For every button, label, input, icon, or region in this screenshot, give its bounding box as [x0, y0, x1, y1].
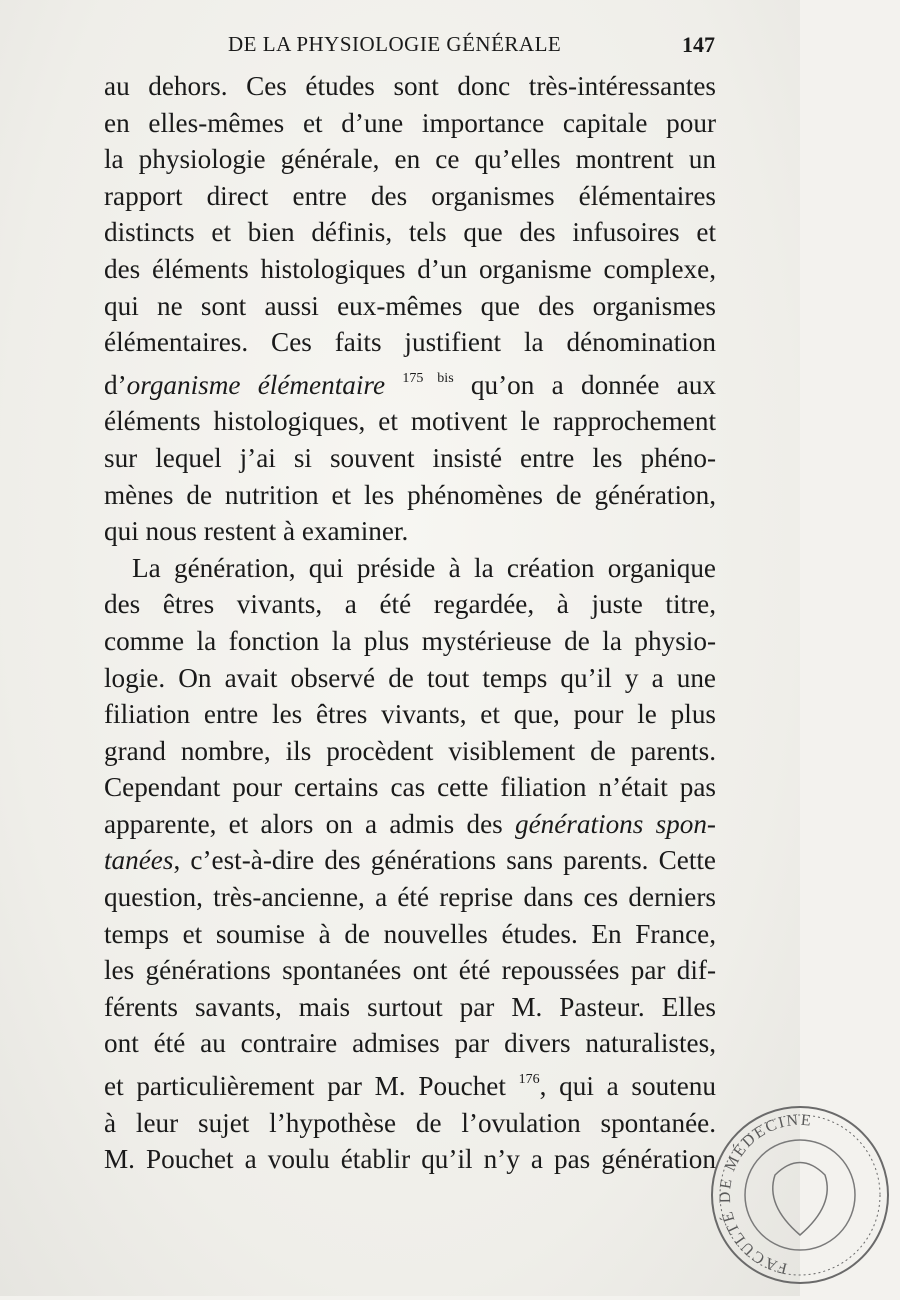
text-line: La génération, qui préside à la création organique	[132, 552, 716, 583]
footnote-ref: 176	[518, 1072, 540, 1088]
text-line: filiation entre les êtres vivants, et que, pour le plus	[104, 699, 716, 730]
text-line: éléments histologiques, et motivent le rapprochement	[104, 406, 716, 437]
italic-term: organisme élémentaire	[126, 369, 386, 400]
text-line: temps et soumise à de nouvelles études. En France,	[104, 918, 716, 949]
text-line: Cependant pour certains cas cette filiation n’était pas	[104, 772, 716, 803]
text-line: férents savants, mais surtout par M. Pasteur. Elles	[104, 991, 716, 1022]
text-line: sur lequel j’ai si souvent insisté entre les phéno-	[104, 442, 716, 473]
footnote-ref: 175 bis	[402, 370, 454, 386]
text-line: à leur sujet l’hypothèse de l’ovulation spontanée.	[104, 1107, 716, 1138]
body-text	[104, 68, 716, 1178]
text-fragment: qu’on a donnée aux	[453, 369, 717, 400]
text-line: ont été au contraire admises par divers naturalistes,	[104, 1028, 716, 1059]
text-line: M. Pouchet a voulu établir qu’il n’y a pas génération	[104, 1144, 716, 1175]
page-header	[100, 32, 715, 60]
italic-term: générations spon-	[514, 808, 716, 839]
text-fragment: apparente, et alors on a admis des	[104, 808, 515, 839]
text-line: en elles-mêmes et d’une importance capitale pour	[104, 107, 716, 138]
text-line: distincts et bien définis, tels que des infusoires et	[104, 217, 716, 248]
text-line-with-italic	[104, 806, 716, 843]
text-fragment: , c’est-à-dire des générations sans parents. Cette	[173, 845, 716, 876]
text-line-with-footnote	[104, 1062, 716, 1105]
text-line: qui ne sont aussi eux-mêmes que des organismes	[104, 290, 716, 321]
text-line: rapport direct entre des organismes élémentaires	[104, 180, 716, 211]
text-line: grand nombre, ils procèdent visiblement de parents.	[104, 735, 716, 766]
paragraph-2	[104, 550, 716, 1178]
text-line: la physiologie générale, en ce qu’elles montrent un	[104, 144, 716, 175]
text-line: mènes de nutrition et les phénomènes de génération,	[104, 479, 716, 510]
italic-term: tanées	[104, 845, 174, 876]
text-fragment: d’	[104, 369, 127, 400]
text-line-with-italic	[104, 842, 716, 879]
text-line: des êtres vivants, a été regardée, à juste titre,	[104, 589, 716, 620]
paragraph-1	[104, 68, 716, 550]
page-number: 147	[682, 32, 715, 57]
text-fragment: et particulièrement par M. Pouchet	[104, 1071, 519, 1102]
text-line: au dehors. Ces études sont donc très-intéressantes	[104, 71, 716, 101]
text-line: élémentaires. Ces faits justifient la dénomination	[104, 327, 716, 358]
stamp-seal-icon	[700, 1095, 900, 1295]
text-line: logie. On avait observé de tout temps qu’il y a une	[104, 662, 716, 693]
text-line: comme la fonction la plus mystérieuse de la physio-	[104, 625, 716, 656]
text-line: des éléments histologiques d’un organisme complexe,	[104, 253, 716, 284]
stamp-text: FACULTÉ DE MÉDECINE	[716, 1111, 814, 1277]
text-line-with-italic	[104, 361, 716, 404]
text-fragment: , qui a soutenu	[539, 1071, 716, 1102]
library-stamp	[700, 1095, 900, 1295]
text-line: question, très-ancienne, a été reprise dans ces derniers	[104, 882, 716, 913]
text-line: les générations spontanées ont été repoussées par dif-	[104, 955, 716, 986]
text-line: qui nous restent à examiner.	[104, 516, 409, 547]
running-head: DE LA PHYSIOLOGIE GÉNÉRALE	[228, 32, 562, 56]
